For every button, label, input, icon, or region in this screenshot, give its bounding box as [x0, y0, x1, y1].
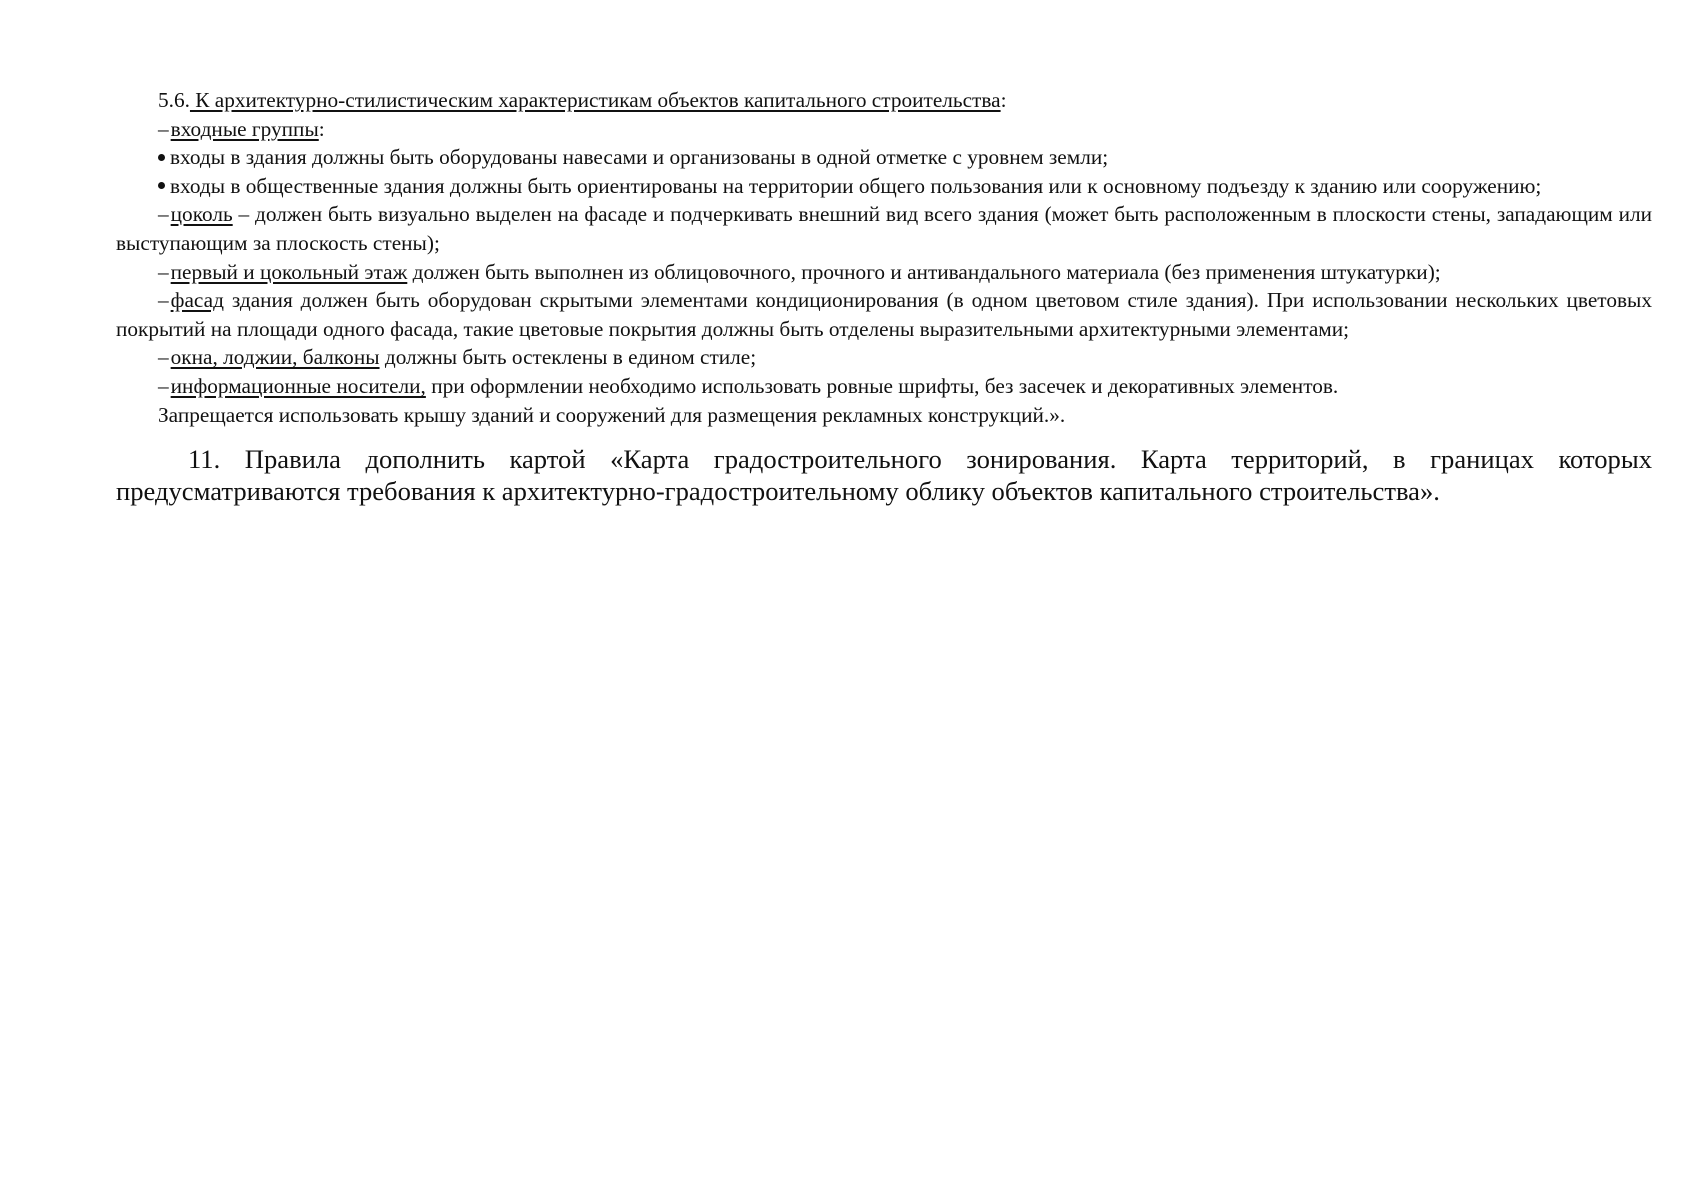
item-information-carriers: –информационные носители, при оформлении необходимо использовать ровные шрифты, без засечек и декоративных элементов.: [158, 373, 1339, 398]
document-page: [116, 86, 1652, 507]
term-plinth: цоколь: [170, 202, 233, 227]
section-5-6: [116, 86, 1652, 429]
item-windows: –окна, лоджии, балконы должны быть остеклены в едином стиле;: [158, 345, 757, 370]
dash-marker: –: [158, 288, 169, 313]
item-entrance-groups: –входные группы:: [158, 116, 325, 141]
term-windows: окна, лоджии, балконы: [170, 345, 380, 370]
dash-marker: –: [158, 373, 169, 398]
prohibition-paragraph: Запрещается использовать крышу зданий и сооружений для размещения рекламных конструкций.».: [158, 402, 1066, 427]
term-facade: фасад: [170, 288, 224, 313]
paragraph-11: 11. Правила дополнить картой «Карта градостроительного зонирования. Карта территорий, в границах которых предусматриваются требования к архитектурно-градостроительному облику объектов капитального строительства».: [116, 444, 1652, 507]
bullet-icon: [158, 182, 165, 189]
term-information-carriers: информационные носители,: [170, 373, 426, 398]
section-title: К архитектурно-стилистическим характеристикам объектов капитального строительства: [189, 88, 1001, 112]
bullet-item-entrances-canopies: входы в здания должны быть оборудованы навесами и организованы в одной отметке с уровнем земли;: [116, 143, 1652, 172]
bullet-item-public-entrances: входы в общественные здания должны быть ориентированы на территории общего пользования или к основному подъезду к зданию или сооружению;: [116, 172, 1652, 201]
heading-5-6: 5.6. К архитектурно-стилистическим характеристикам объектов капитального строительства:: [158, 88, 1007, 112]
dash-marker: –: [158, 202, 169, 227]
item-plinth: –цоколь – должен быть визуально выделен на фасаде и подчеркивать внешний вид всего здания (может быть расположенным в плоскости стены, западающим или выступающим за плоскость стены);: [116, 202, 1652, 255]
dash-marker: –: [158, 259, 169, 284]
term-ground-floor: первый и цокольный этаж: [170, 259, 408, 284]
section-number: 5.6.: [158, 88, 190, 112]
dash-marker: –: [158, 345, 169, 370]
item-ground-floor: –первый и цокольный этаж должен быть выполнен из облицовочного, прочного и антивандального материала (без применения штукатурки);: [158, 259, 1441, 284]
dash-marker: –: [158, 116, 169, 141]
term-entrance-groups: входные группы: [170, 116, 319, 141]
bullet-icon: [158, 154, 165, 161]
item-facade: –фасад здания должен быть оборудован скрытыми элементами кондиционирования (в одном цветовом стиле здания). При использовании нескольких цветовых покрытий на площади одного фасада, такие цветовые покрытия должны быть отделены выразительными архитектурными элементами;: [116, 288, 1652, 341]
